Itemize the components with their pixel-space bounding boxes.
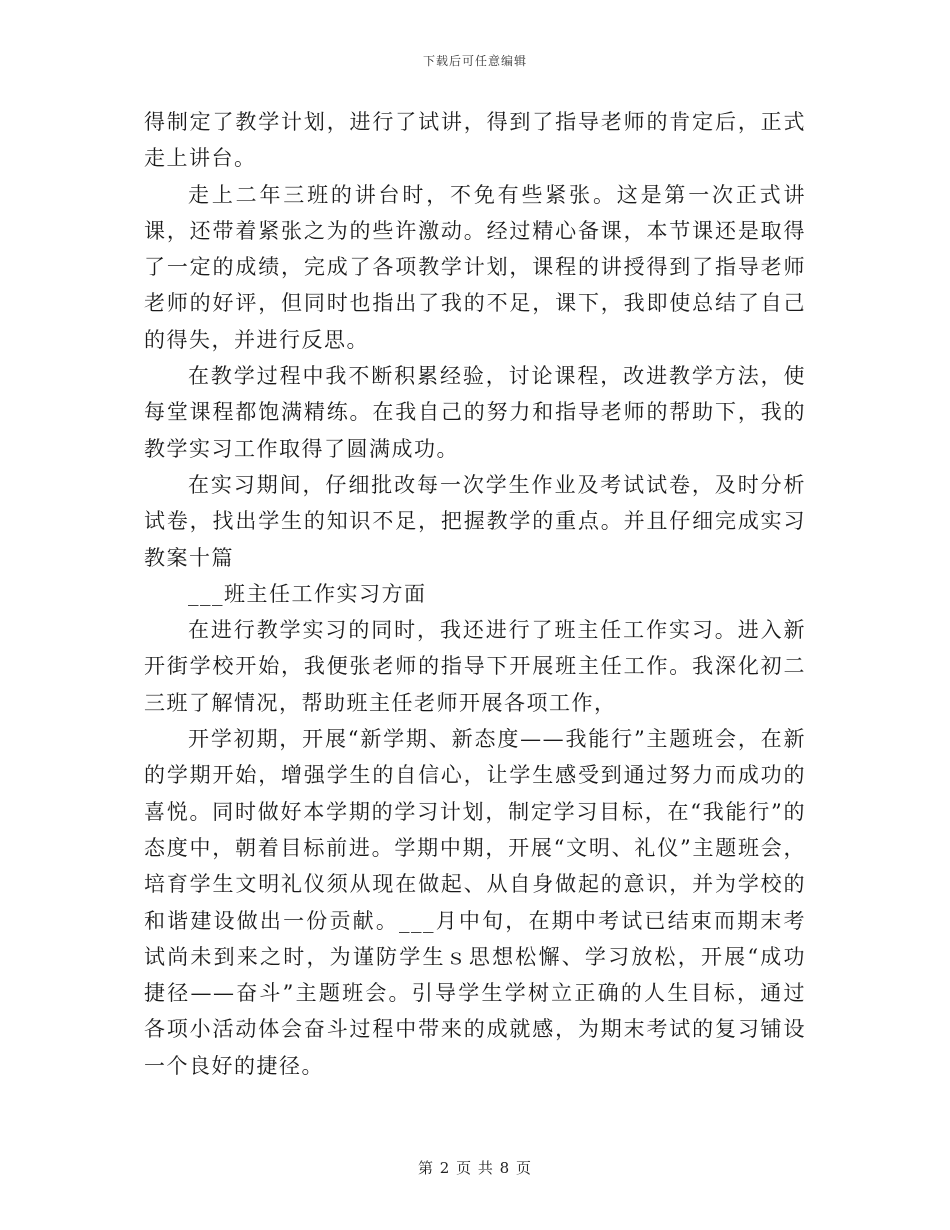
paragraph-5: 在进行教学实习的同时，我还进行了班主任工作实习。进入新开街学校开始，我便张老师的指导下开展班主任工作。我深化初二三班了解情况，帮助班主任老师开展各项工作， [144, 618, 806, 715]
section-heading: ___班主任工作实习方面 [188, 581, 427, 606]
paragraph-6: 开学初期，开展“新学期、新态度——我能行”主题班会，在新的学期开始，增强学生的自信心，让学生感受到通过努力而成功的喜悦。同时做好本学期的学习计划，制定学习目标，在“我能行”的态度中，朝着目标前进。学期中期，开展“文明、礼仪”主题班会，培育学生文明礼仪须从现在做起、从自身做起的意识，并为学校的和谐建设做出一份贡献。___月中旬，在期中考试已结束而期末考试尚未到来之时，为谨防学生ｓ思想松懈、学习放松，开展“成功捷径——奋斗”主题班会。引导学生学树立正确的人生目标，通过各项小活动体会奋斗过程中带来的成就感，为期末考试的复习铺设一个良好的捷径。 [144, 727, 806, 1078]
paragraph-3: 在教学过程中我不断积累经验，讨论课程，改进教学方法，使每堂课程都饱满精练。在我自己的努力和指导老师的帮助下，我的教学实习工作取得了圆满成功。 [144, 364, 806, 461]
paragraph-1: 得制定了教学计划，进行了试讲，得到了指导老师的肯定后，正式走上讲台。 [144, 110, 806, 171]
page-header: 下载后可任意编辑 [422, 54, 527, 68]
paragraph-2: 走上二年三班的讲台时，不免有些紧张。这是第一次正式讲课，还带着紧张之为的些许激动。经过精心备课，本节课还是取得了一定的成绩，完成了各项教学计划，课程的讲授得到了指导老师老师的好评，但同时也指出了我的不足，课下，我即使总结了自己的得失，并进行反思。 [144, 182, 806, 352]
paragraph-4: 在实习期间，仔细批改每一次学生作业及考试试卷，及时分析试卷，找出学生的知识不足，把握教学的重点。并且仔细完成实习教案十篇 [144, 472, 806, 570]
page-number: 第 2 页 共 8 页 [418, 1159, 532, 1177]
document-body [144, 104, 806, 1084]
